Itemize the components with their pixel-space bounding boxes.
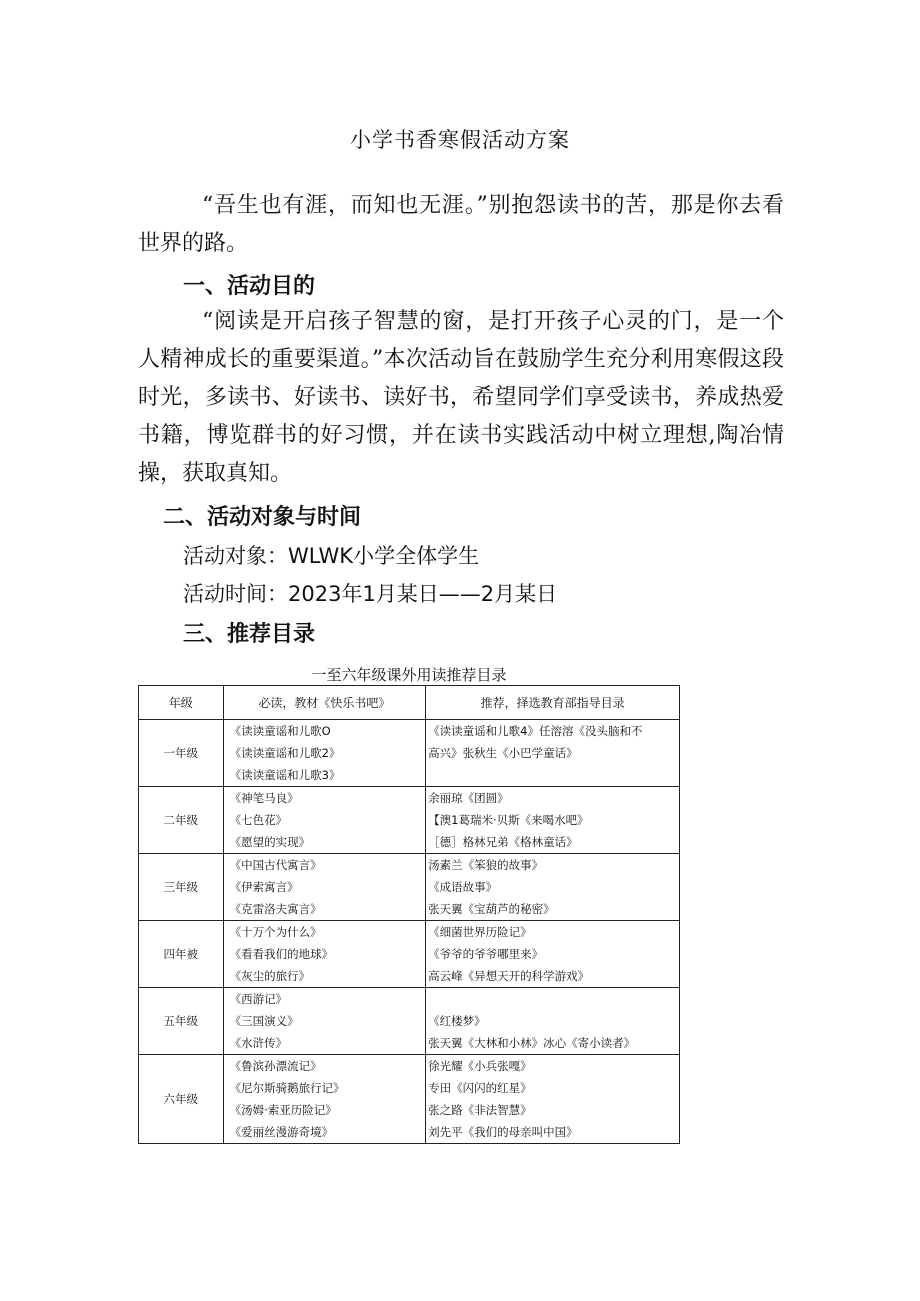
- book-entry: 《尼尔斯骑鹅旅行记》: [229, 1081, 345, 1095]
- book-entry: 《三国演义》: [229, 1014, 299, 1028]
- book-entry: [426, 988, 679, 1010]
- book-entry: 《神笔马良》: [229, 791, 299, 805]
- header-recommended: 推荐，择选教育部指导目录: [426, 686, 680, 720]
- grade-cell: 一年级: [139, 720, 224, 787]
- required-books-cell: [223, 854, 426, 921]
- table-row: [139, 921, 680, 988]
- section-1-body: “阅读是开启孩子智慧的窗，是打开孩子心灵的门，是一个人精神成长的重要渠道。”本次活动旨在鼓励学生充分利用寒假这段时光，多读书、好读书、读好书，希望同学们享受读书，养成热爱书籍，博览群书的好习惯，并在读书实践活动中树立理想,陶冶情操，获取真知。: [138, 309, 784, 486]
- book-entry: 《爷爷的爷爷哪里来》: [428, 947, 544, 961]
- book-entry: 《鲁滨孙漂流记》: [229, 1059, 322, 1073]
- book-entry: 高兴》张秋生《小巴学童话》: [428, 746, 578, 760]
- activity-target: 活动对象：WLWK小学全体学生: [183, 544, 480, 568]
- recommended-books-cell: [426, 921, 680, 988]
- grade-cell: 六年级: [139, 1055, 224, 1144]
- grade-cell: 二年级: [139, 787, 224, 854]
- book-entry: 《中国古代寓言》: [229, 858, 322, 872]
- book-entry: 《读读童谣和儿歌2》: [229, 746, 341, 760]
- document-title: 小学书香寒假活动方案: [350, 128, 570, 152]
- book-entry: 《克雷洛夫寓言》: [229, 902, 322, 916]
- book-entry: 《愿望的实现》: [229, 835, 311, 849]
- book-entry: 《灰尘的旅行》: [229, 969, 311, 983]
- book-entry: 《细菌世界历险记》: [428, 925, 532, 939]
- required-books-cell: [223, 921, 426, 988]
- book-entry: 徐光耀《小兵张嘎》: [428, 1059, 532, 1073]
- book-entry: ［德］格林兄弟《格林童话》: [428, 835, 578, 849]
- book-entry: 《成语故事》: [428, 880, 498, 894]
- book-entry: 张天翼《宝葫芦的秘密》: [428, 902, 555, 916]
- book-entry: 《十万个为什么》: [229, 925, 322, 939]
- book-entry: 刘先平《我们的母亲叫中国》: [428, 1125, 578, 1139]
- book-entry: 张之路《非法智慧》: [428, 1103, 532, 1117]
- section-1-heading: 一、活动目的: [183, 274, 316, 299]
- book-entry: [426, 764, 679, 786]
- grade-cell: 四年被: [139, 921, 224, 988]
- header-required: 必读，教材《快乐书吧》: [223, 686, 426, 720]
- table-caption: 一至六年级课外用读推荐目录: [311, 666, 507, 684]
- intro-paragraph: “吾生也有涯，而知也无涯。”别抱怨读书的苦，那是你去看世界的路。: [138, 193, 784, 256]
- book-entry: 高云峰《异想天开的科学游戏》: [428, 969, 590, 983]
- grade-cell: 三年级: [139, 854, 224, 921]
- table-row: [139, 1055, 680, 1144]
- header-grade: 年级: [139, 686, 224, 720]
- activity-time: 活动时间：2023年1月某日——2月某日: [183, 582, 558, 606]
- required-books-cell: [223, 787, 426, 854]
- recommended-books-cell: [426, 787, 680, 854]
- book-entry: 《水浒传》: [229, 1036, 288, 1050]
- book-entry: 张天翼《大林和小林》冰心《寄小读者》: [428, 1036, 636, 1050]
- book-entry: 《西游记》: [229, 992, 288, 1006]
- book-entry: 《七色花》: [229, 813, 288, 827]
- table-row: [139, 988, 680, 1055]
- grade-cell: 五年级: [139, 988, 224, 1055]
- recommended-books-cell: [426, 854, 680, 921]
- book-entry: 余丽琼《团圆》: [428, 791, 509, 805]
- table-row: [139, 720, 680, 787]
- book-entry: 《看看我们的地球》: [229, 947, 334, 961]
- book-entry: 《伊索寓言》: [229, 880, 299, 894]
- book-entry: 【澳1葛瑞米·贝斯《来喝水吧》: [428, 813, 589, 827]
- book-entry: 《读读童谣和儿歌O: [229, 724, 331, 738]
- required-books-cell: [223, 720, 426, 787]
- book-entry: 《汤姆·索亚历险记》: [229, 1103, 337, 1117]
- recommended-books-cell: [426, 988, 680, 1055]
- book-entry: 《红楼梦》: [428, 1014, 486, 1028]
- section-2-heading: 二、活动对象与时间: [163, 505, 362, 530]
- table-row: [139, 854, 680, 921]
- book-entry: 专田《闪闪的红星》: [428, 1081, 532, 1095]
- recommended-books-cell: [426, 1055, 680, 1144]
- book-entry: 《爱丽丝漫游奇境》: [229, 1125, 334, 1139]
- required-books-cell: [223, 988, 426, 1055]
- required-books-cell: [223, 1055, 426, 1144]
- reading-list-table: [138, 685, 680, 1144]
- recommended-books-cell: [426, 720, 680, 787]
- section-3-heading: 三、推荐目录: [183, 622, 316, 647]
- table-header-row: [139, 686, 680, 720]
- table-row: [139, 787, 680, 854]
- book-entry: 《读读童谣和儿歌4》任溶溶《没头脑和不: [428, 724, 643, 738]
- book-entry: 汤素兰《笨狼的故事》: [428, 858, 544, 872]
- book-entry: 《读读童谣和儿歌3》: [229, 768, 341, 782]
